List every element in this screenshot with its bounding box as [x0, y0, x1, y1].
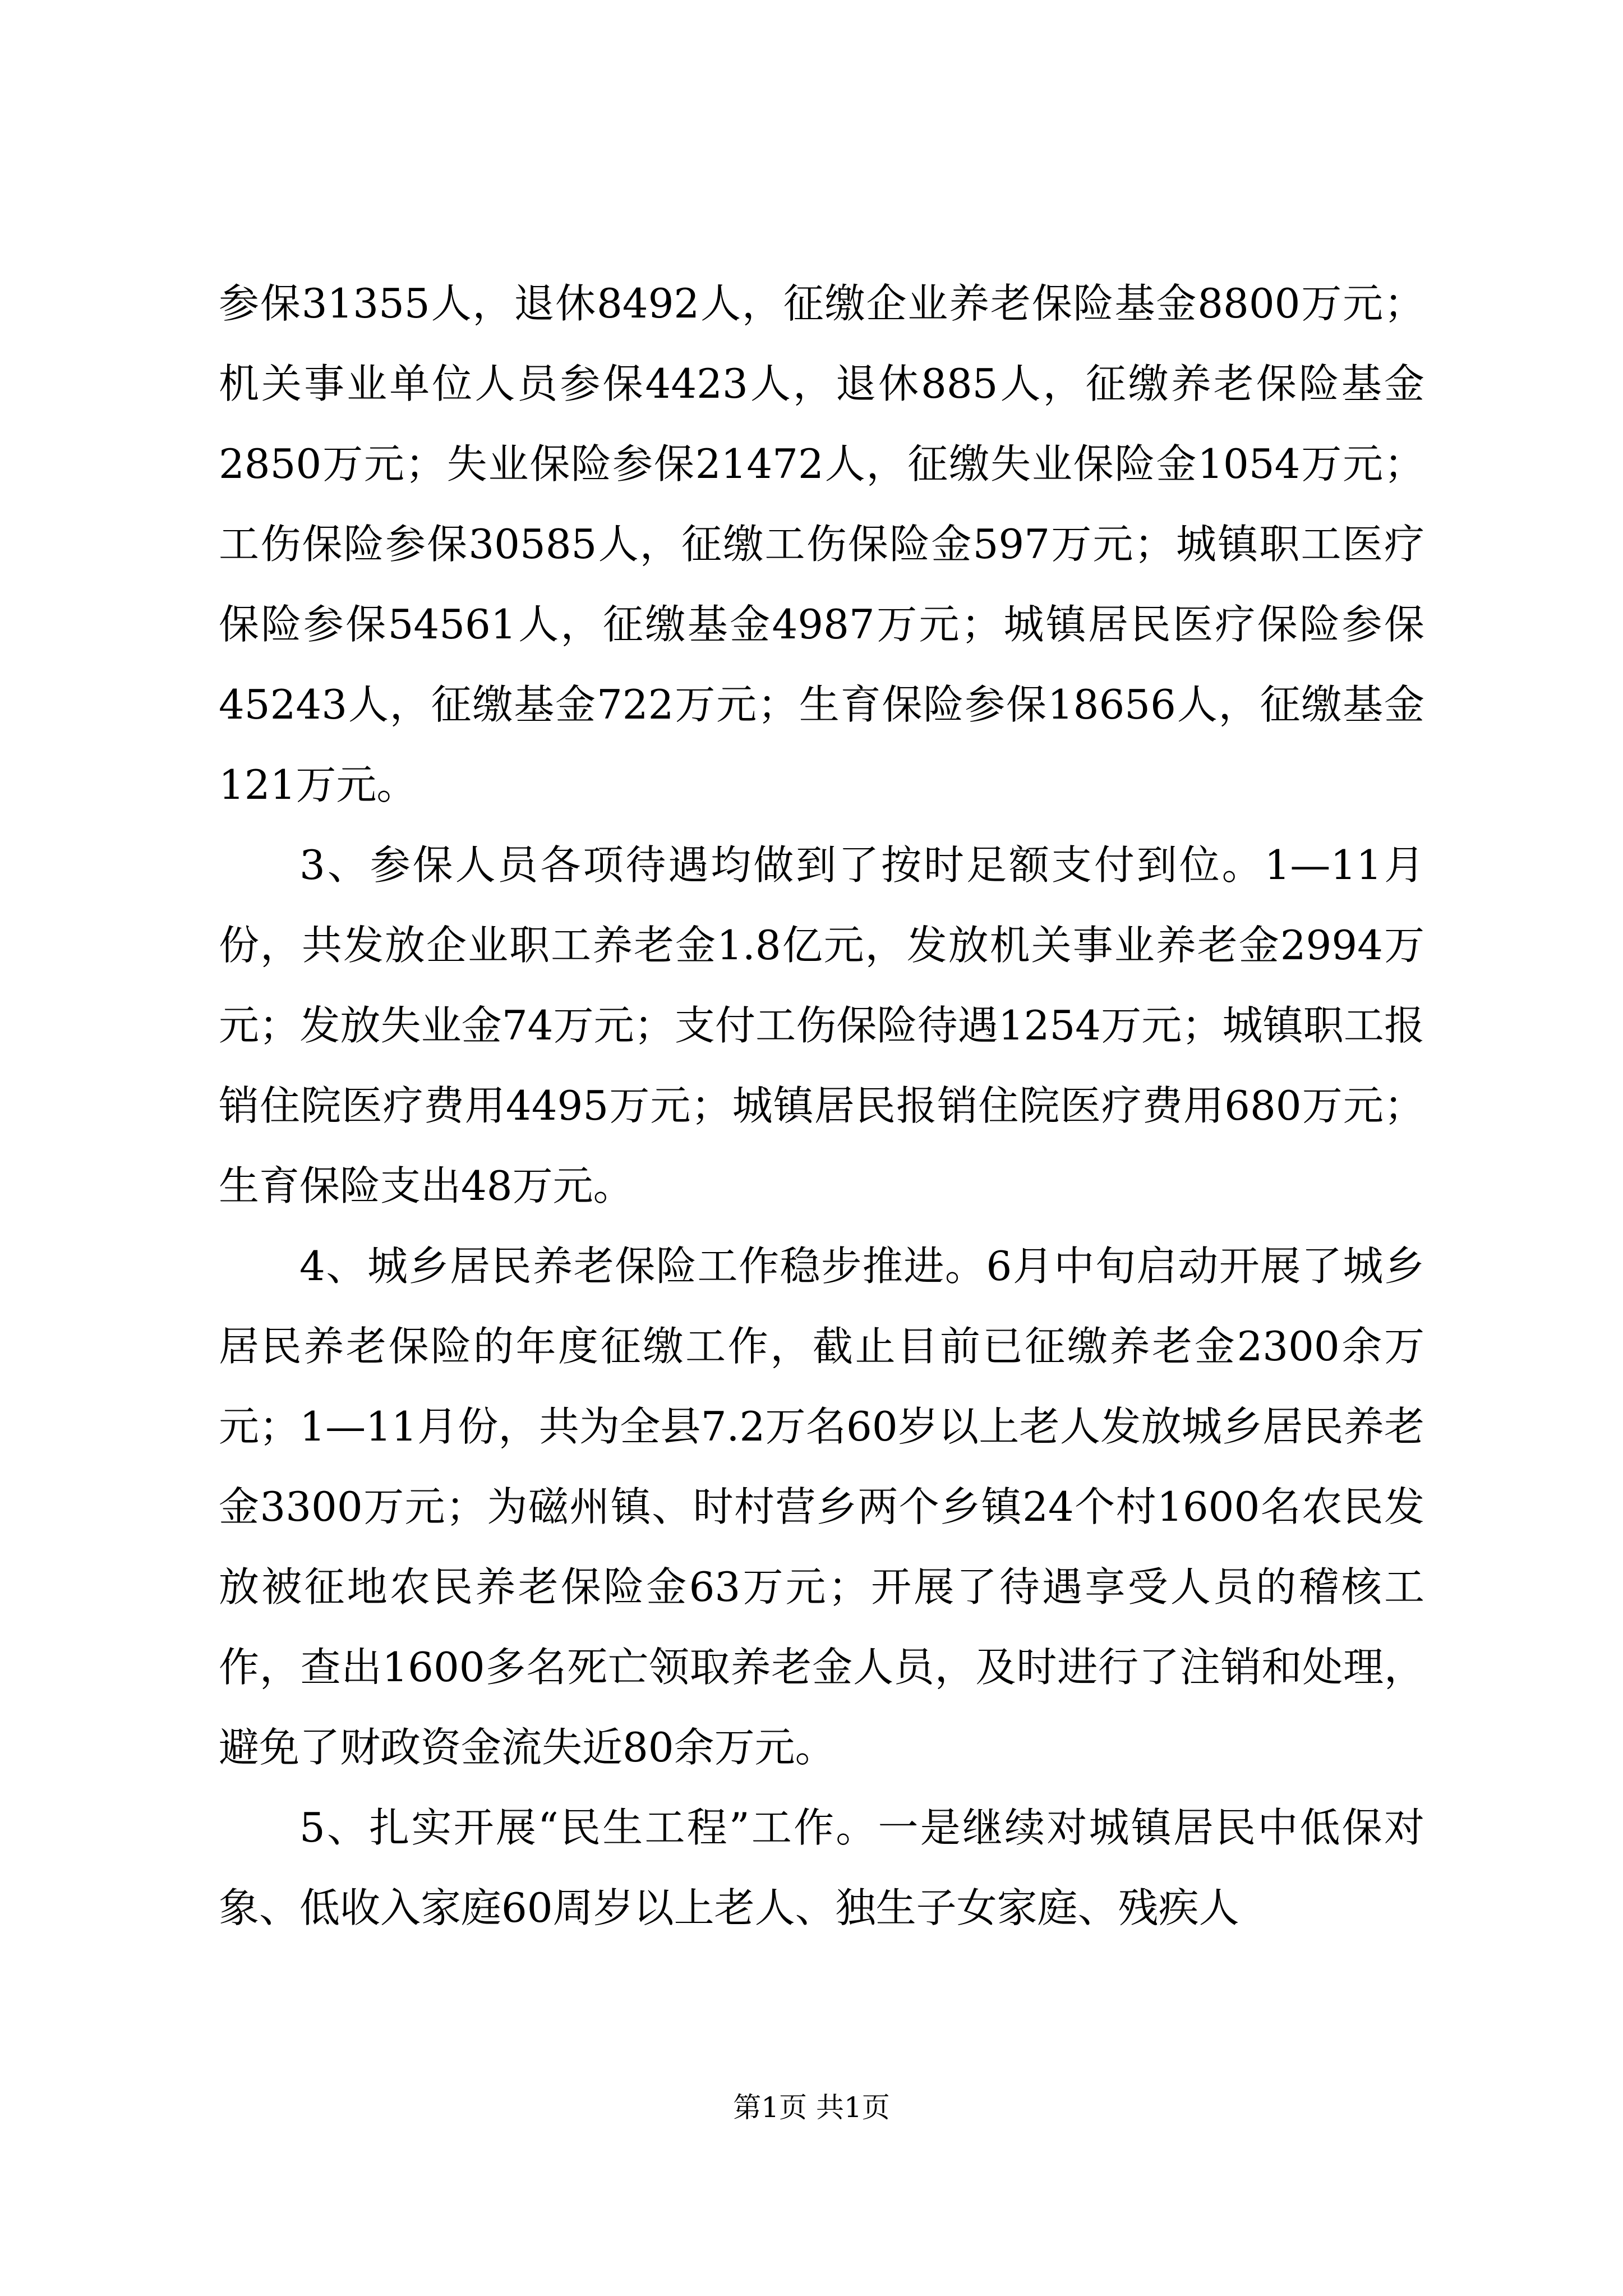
paragraph-rural-pension: 4、城乡居民养老保险工作稳步推进。6月中旬启动开展了城乡居民养老保险的年度征缴工作，截止目前已征缴养老金2300余万元；1—11月份，共为全县7.2万名60岁以上老人发放城乡居民养老金3300万元；为磁州镇、时村营乡两个乡镇24个村1600名农民发放被征地农民养老保险金63万元；开展了待遇享受人员的稽核工作，查出1600多名死亡领取养老金人员，及时进行了注销和处理，避免了财政资金流失近80余万元。 [219, 1243, 1424, 1771]
document-body [219, 264, 1424, 1948]
paragraph-insurance-enrollment: 参保31355人，退休8492人，征缴企业养老保险基金8800万元；机关事业单位人员参保4423人，退休885人，征缴养老保险基金2850万元；失业保险参保21472人，征缴失业保险金1054万元；工伤保险参保30585人，征缴工伤保险金597万元；城镇职工医疗保险参保54561人，征缴基金4987万元；城镇居民医疗保险参保45243人，征缴基金722万元；生育保险参保18656人，征缴基金121万元。 [219, 280, 1424, 808]
paragraph-benefits-payment: 3、参保人员各项待遇均做到了按时足额支付到位。1—11月份，共发放企业职工养老金1.8亿元，发放机关事业养老金2994万元；发放失业金74万元；支付工伤保险待遇1254万元；城镇职工报销住院医疗费用4495万元；城镇居民报销住院医疗费用680万元；生育保险支出48万元。 [219, 841, 1424, 1209]
paragraph-livelihood-project: 5、扎实开展“民生工程”工作。一是继续对城镇居民中低保对象、低收入家庭60周岁以上老人、独生子女家庭、残疾人 [219, 1804, 1424, 1931]
page-number-footer: 第1页 共1页 [733, 2091, 890, 2124]
